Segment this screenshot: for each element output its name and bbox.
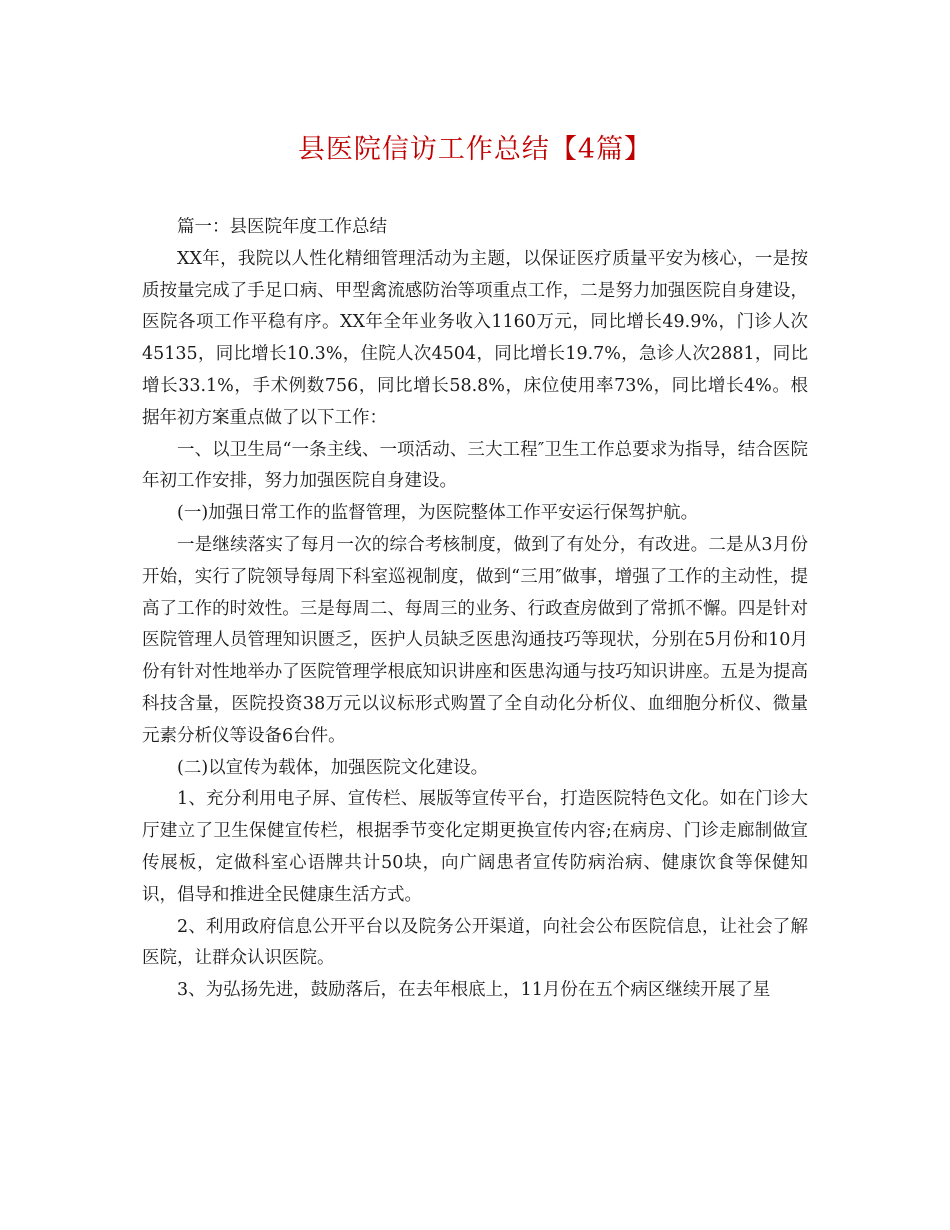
paragraph: 1、充分利用电子屏、宣传栏、展版等宣传平台，打造医院特色文化。如在门诊大厅建立了卫生保健宣传栏，根据季节变化定期更换宣传内容;在病房、门诊走廊制做宣传展板，定做科室心语牌共计50块，向广阔患者宣传防病治病、健康饮食等保健知识，倡导和推进全民健康生活方式。: [142, 789, 808, 905]
section-heading: 篇一：县医院年度工作总结: [177, 217, 387, 237]
paragraph: XX年，我院以人性化精细管理活动为主题，以保证医疗质量平安为核心，一是按质按量完成了手足口病、甲型禽流感防治等项重点工作，二是努力加强医院自身建设，医院各项工作平稳有序。XX年全年业务收入1160万元，同比增长49.9%，门诊人次45135，同比增长10.3%，住院人次4504，同比增长19.7%，急诊人次2881，同比增长33.1%，手术例数756，同比增长58.8%，床位使用率73%，同比增长4%。根据年初方案重点做了以下工作：: [142, 248, 808, 428]
document-body: [142, 212, 808, 1007]
paragraph: 2、利用政府信息公开平台以及院务公开渠道，向社会公布医院信息，让社会了解医院，让群众认识医院。: [142, 916, 808, 969]
document-title: 县医院信访工作总结【4篇】: [297, 134, 653, 165]
paragraph: 一是继续落实了每月一次的综合考核制度，做到了有处分，有改进。二是从3月份开始，实行了院领导每周下科室巡视制度，做到“三用″做事，增强了工作的主动性，提高了工作的时效性。三是每周二、每周三的业务、行政查房做到了常抓不懈。四是针对医院管理人员管理知识匮乏，医护人员缺乏医患沟通技巧等现状，分别在5月份和10月份有针对性地举办了医院管理学根底知识讲座和医患沟通与技巧知识讲座。五是为提高科技含量，医院投资38万元以议标形式购置了全自动化分析仪、血细胞分析仪、微量元素分析仪等设备6台件。: [142, 534, 808, 746]
paragraph: 一、以卫生局“一条主线、一项活动、三大工程″卫生工作总要求为指导，结合医院年初工作安排，努力加强医院自身建设。: [142, 439, 808, 492]
subheading: (一)加强日常工作的监督管理，为医院整体工作平安运行保驾护航。: [177, 503, 699, 524]
subheading: (二)以宣传为载体，加强医院文化建设。: [177, 757, 489, 778]
paragraph: 3、为弘扬先进，鼓励落后，在去年根底上，11月份在五个病区继续开展了星: [177, 980, 771, 1001]
